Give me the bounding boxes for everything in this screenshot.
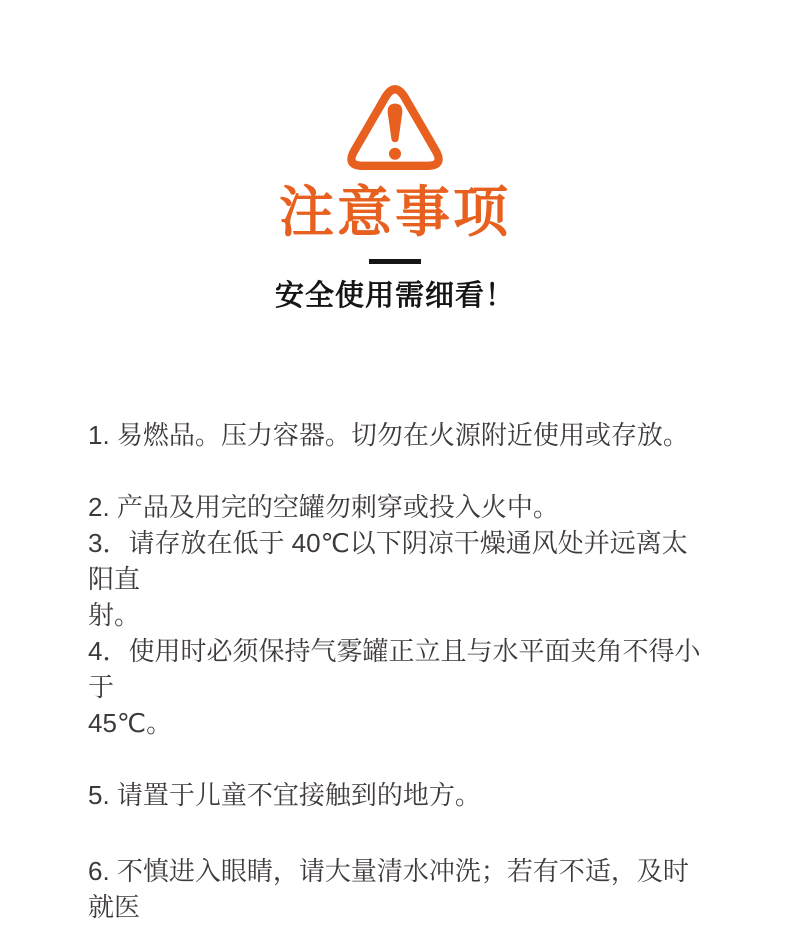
notice-item-2 bbox=[88, 489, 702, 525]
notice-item-2-text: 2. 产品及用完的空罐勿刺穿或投入火中。 bbox=[88, 492, 559, 522]
notice-item-5-text: 5. 请置于儿童不宜接触到的地方。 bbox=[88, 780, 481, 810]
notice-item-5 bbox=[88, 777, 702, 813]
notice-item-4-line-2: 45℃。 bbox=[88, 708, 173, 738]
warning-triangle-icon bbox=[339, 74, 451, 176]
warning-triangle-svg bbox=[339, 74, 451, 176]
notice-item-3-line-1: 3．请存放在低于 40℃以下阴凉干燥通风处并远离太阳直 bbox=[88, 528, 688, 594]
notice-item-6 bbox=[88, 853, 702, 925]
notice-item-4-line-1: 4．使用时必须保持气雾罐正立且与水平面夹角不得小于 bbox=[88, 636, 701, 702]
title-divider bbox=[369, 259, 421, 264]
page-subtitle: 安全使用需细看！ bbox=[274, 280, 515, 312]
notice-item-1 bbox=[88, 417, 702, 453]
notice-item-3 bbox=[88, 525, 702, 633]
notice-item-3-line-2: 射。 bbox=[88, 600, 141, 630]
notice-header bbox=[0, 74, 790, 312]
notice-item-4 bbox=[88, 633, 702, 741]
page-title: 注意事项 bbox=[278, 181, 511, 243]
notice-list bbox=[0, 417, 790, 925]
notice-item-1-text: 1. 易燃品。压力容器。切勿在火源附近使用或存放。 bbox=[88, 420, 689, 450]
notice-item-6-text: 6. 不慎进入眼睛，请大量清水冲洗；若有不适，及时就医 bbox=[88, 856, 689, 922]
